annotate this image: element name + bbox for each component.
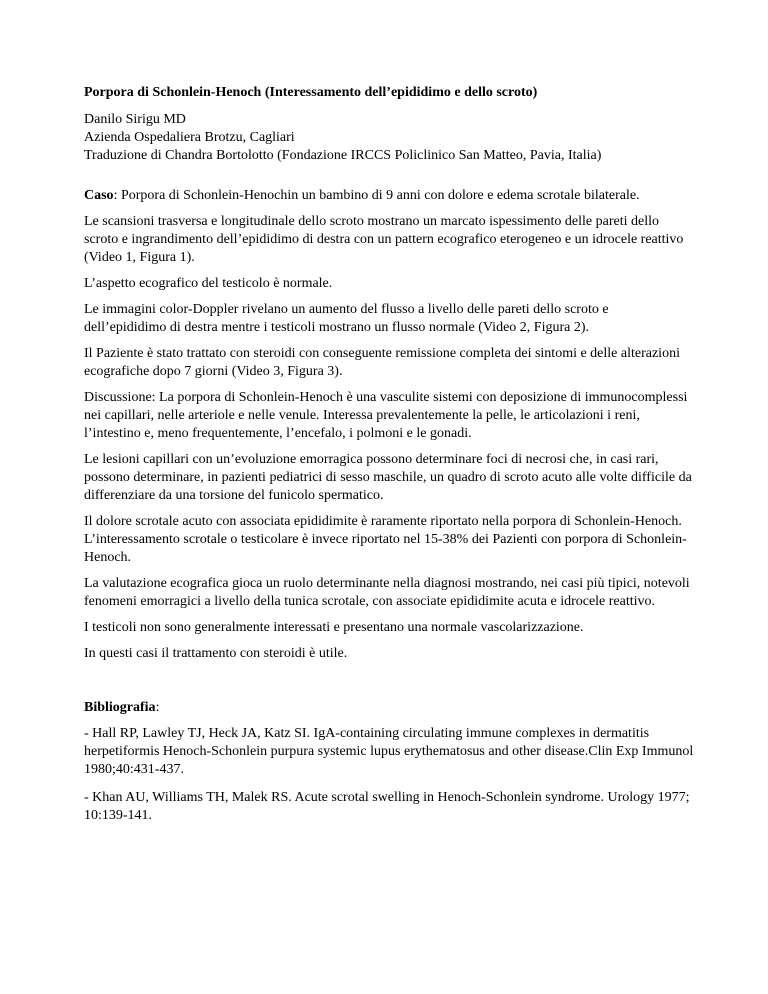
case-paragraph [84, 187, 694, 205]
body-paragraph-ultrasound: La valutazione ecografica gioca un ruolo determinante nella diagnosi mostrando, nei casi più tipici, notevoli fenomeni emorragici a livello della tunica scrotale, con associate epididimite acuta e idrocele reattivo. [84, 576, 690, 609]
bibliography-label: Bibliografia [84, 700, 156, 715]
reference-item: - Khan AU, Williams TH, Malek RS. Acute scrotal swelling in Henoch-Schonlein syndrome. Urology 1977; 10:139-141. [84, 790, 690, 823]
bibliography-colon: : [155, 700, 160, 715]
translator-line: Traduzione di Chandra Bortolotto (Fondazione IRCCS Policlinico San Matteo, Pavia, Italia) [84, 148, 602, 163]
body-paragraph-testicles: I testicoli non sono generalmente interessati e presentano una normale vascolarizzazione. [84, 620, 584, 635]
document-title: Porpora di Schonlein-Henoch (Interessamento dell’epididimo e dello scroto) [84, 85, 538, 100]
body-paragraph-doppler: Le immagini color-Doppler rivelano un aumento del flusso a livello delle pareti dello scroto e dell’epididimo di destra mentre i testicoli mostrano un flusso normale (Video 2, Figura 2). [84, 302, 609, 335]
reference-item: - Hall RP, Lawley TJ, Heck JA, Katz SI. IgA-containing circulating immune complexes in dermatitis herpetiformis Henoch-Schonlein purpura systemic lupus erythematosus and other disease.Clin Exp Immunol 1980;40:431-437. [84, 726, 694, 777]
case-label: Caso [84, 188, 114, 203]
body-paragraph-discussion: Discussione: La porpora di Schonlein-Henoch è una vasculite sistemi con deposizione di immunocomplessi nei capillari, nelle arteriole e nelle venule. Interessa prevalentemente la pelle, le articolazioni i reni, l’intestino e, meno frequentemente, l’encefalo, i polmoni e le gonadi. [84, 390, 688, 441]
body-paragraph-steroids: In questi casi il trattamento con steroidi è utile. [84, 646, 348, 661]
case-text: : Porpora di Schonlein-Henochin un bambino di 9 anni con dolore e edema scrotale bilaterale. [113, 188, 640, 203]
body-paragraph-testicle: L’aspetto ecografico del testicolo è normale. [84, 276, 333, 291]
body-paragraph-scan: Le scansioni trasversa e longitudinale dello scroto mostrano un marcato ispessimento delle pareti dello scroto e ingrandimento dell’epididimo di destra con un pattern ecografico eterogeneo e un idrocele reattivo (Video 1, Figura 1). [84, 214, 684, 265]
body-paragraph-pain: Il dolore scrotale acuto con associata epididimite è raramente riportato nella porpora di Schonlein-Henoch. L’interessamento scrotale o testicolare è invece riportato nel 15-38% dei Pazienti con porpora di Schonlein-Henoch. [84, 514, 687, 565]
reference-list [84, 725, 694, 825]
author-affiliation: Azienda Ospedaliera Brotzu, Cagliari [84, 130, 295, 145]
body-paragraph-treatment: Il Paziente è stato trattato con steroidi con conseguente remissione completa dei sintomi e delle alterazioni ecografiche dopo 7 giorni (Video 3, Figura 3). [84, 346, 680, 379]
body-paragraph-lesions: Le lesioni capillari con un’evoluzione emorragica possono determinare foci di necrosi che, in casi rari, possono determinare, in pazienti pediatrici di sesso maschile, un quadro di scroto acuto alle volte difficile da differenziare da una torsione del funicolo spermatico. [84, 452, 692, 503]
author-block [84, 111, 694, 165]
document-page [84, 84, 694, 835]
author-name: Danilo Sirigu MD [84, 112, 186, 127]
bibliography-heading [84, 699, 694, 717]
